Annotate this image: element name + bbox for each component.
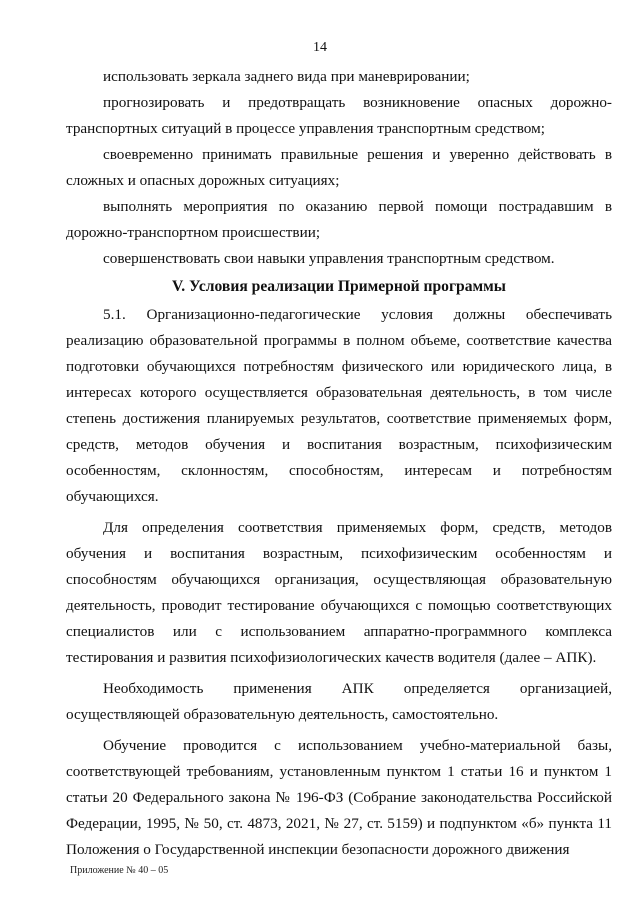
list-item: выполнять мероприятия по оказанию первой помощи пострадавшим в дорожно-транспортном происшествии;: [66, 198, 612, 241]
list-item: совершенствовать свои навыки управления транспортным средством.: [103, 250, 555, 267]
paragraph: Обучение проводится с использованием учебно-материальной базы, соответствующей требованиям, установленным пунктом 1 статьи 16 и пунктом 1 статьи 20 Федерального закона № 196-ФЗ (Собрание законодательства Российской Федерации, 1995, № 50, ст. 4873, 2021, № 27, ст. 5159) и подпунктом «б» пункта 11 Положения о Государственной инспекции безопасности дорожного движения: [66, 737, 612, 858]
list-item: использовать зеркала заднего вида при маневрировании;: [103, 68, 470, 85]
section-heading: V. Условия реализации Примерной программы: [172, 278, 506, 295]
paragraph: 5.1. Организационно-педагогические условия должны обеспечивать реализацию образовательной программы в полном объеме, соответствие качества подготовки обучающихся потребностям физического или юридического лица, в интересах которого осуществляется образовательная деятельность, в том числе степень достижения планируемых результатов, соответствие применяемых форм, средств, методов обучения и воспитания возрастным, психофизическим особенностям, склонностям, способностям, интересам и потребностям обучающихся.: [66, 306, 612, 505]
footer-annotation: Приложение № 40 – 05: [70, 865, 169, 876]
document-body: [66, 64, 612, 863]
list-item: прогнозировать и предотвращать возникновение опасных дорожно-транспортных ситуаций в процессе управления транспортным средством;: [66, 94, 612, 137]
page-number: 14: [313, 40, 327, 55]
paragraph: Для определения соответствия применяемых форм, средств, методов обучения и воспитания возрастным, психофизическим особенностям и способностям обучающихся организация, осуществляющая образовательную деятельность, проводит тестирование обучающихся с помощью соответствующих специалистов или с использованием аппаратно-программного комплекса тестирования и развития психофизиологических качеств водителя (далее – АПК).: [66, 519, 612, 666]
list-item: своевременно принимать правильные решения и уверенно действовать в сложных и опасных дорожных ситуациях;: [66, 146, 612, 189]
paragraph: Необходимость применения АПК определяется организацией, осуществляющей образовательную деятельность, самостоятельно.: [66, 680, 612, 723]
